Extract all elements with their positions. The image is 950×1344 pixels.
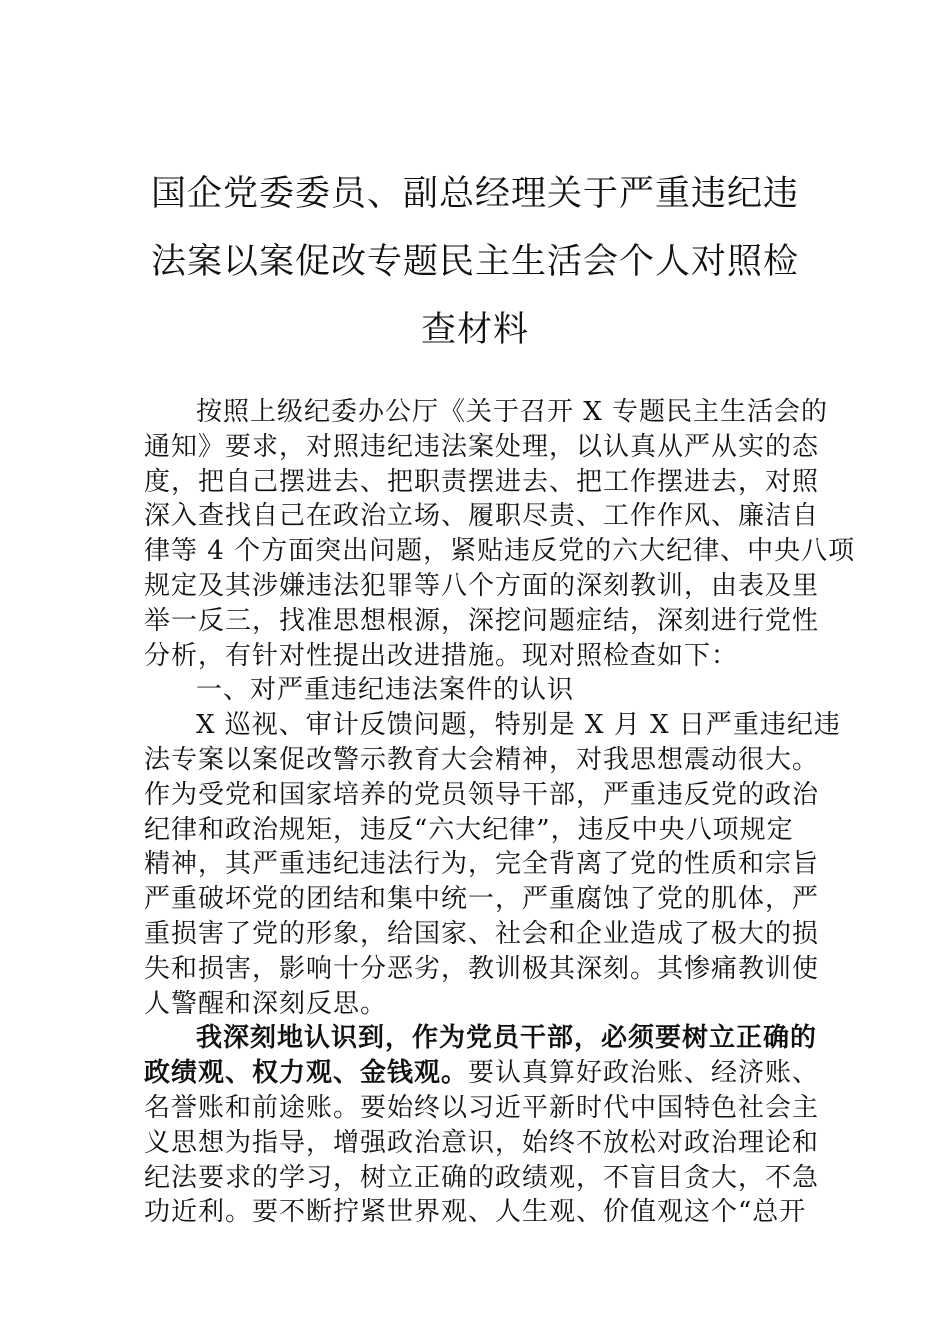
text-line: 义思想为指导，增强政治意识，始终不放松对政治理论和 <box>144 1127 820 1158</box>
text-line: 通知》要求，对照违纪违法案处理，以认真从严从实的态 <box>144 431 820 462</box>
text-line: 律等 4 个方面突出问题，紧贴违反党的六大纪律、中央八项 <box>144 536 856 567</box>
text-line: 法专案以案促改警示教育大会精神，对我思想震动很大。 <box>144 744 820 775</box>
text-line: 名誉账和前途账。要始终以习近平新时代中国特色社会主 <box>144 1092 820 1123</box>
paragraph-case-awareness <box>144 708 841 1021</box>
text-line: 举一反三，找准思想根源，深挖问题症结，深刻进行党性 <box>144 605 820 636</box>
paragraph-intro <box>144 395 856 673</box>
text-line <box>144 1056 820 1091</box>
text-line: 纪法要求的学习，树立正确的政绩观，不盲目贪大，不急 <box>144 1162 820 1193</box>
bold-text-line: 我深刻地认识到，作为党员干部，必须要树立正确的 <box>196 1023 818 1054</box>
document-title <box>130 160 820 364</box>
bold-phrase: 政绩观、权力观、金钱观。 <box>144 1058 469 1089</box>
text-line: X 巡视、审计反馈问题，特别是 X 月 X 日严重违纪违 <box>196 710 841 741</box>
text-line: 深入查找自己在政治立场、履职尽责、工作作风、廉洁自 <box>144 501 820 532</box>
text-line: 人警醒和深刻反思。 <box>144 988 388 1019</box>
text-line: 规定及其涉嫌违法犯罪等八个方面的深刻教训，由表及里 <box>144 570 820 601</box>
text-line: 精神，其严重违纪违法行为，完全背离了党的性质和宗旨 <box>144 849 820 880</box>
title-line: 国企党委委员、副总经理关于严重违纪违 <box>150 174 799 214</box>
section-heading: 一、对严重违纪违法案件的认识 <box>196 675 575 706</box>
document-body <box>144 395 856 1230</box>
text-line: 功近利。要不断拧紧世界观、人生观、价值观这个“总开 <box>144 1197 807 1228</box>
title-line: 查材料 <box>420 310 529 350</box>
text-line: 分析，有针对性提出改进措施。现对照检查如下： <box>144 640 739 671</box>
title-line: 法案以案促改专题民主生活会个人对照检 <box>150 242 799 282</box>
text-line: 重损害了党的形象，给国家、社会和企业造成了极大的损 <box>144 918 820 949</box>
text-line: 严重破坏党的团结和集中统一，严重腐蚀了党的肌体，严 <box>144 884 820 915</box>
text-line: 度，把自己摆进去、把职责摆进去、把工作摆进去，对照 <box>144 466 820 497</box>
text-line: 失和损害，影响十分恶劣，教训极其深刻。其惨痛教训使 <box>144 953 820 984</box>
text-line: 作为受党和国家培养的党员领导干部，严重违反党的政治 <box>144 779 820 810</box>
text-line: 纪律和政治规矩，违反“六大纪律”，违反中央八项规定 <box>144 814 794 845</box>
text-phrase: 要认真算好政治账、经济账、 <box>468 1058 820 1089</box>
text-line: 按照上级纪委办公厅《关于召开 X 专题民主生活会的 <box>196 397 829 427</box>
paragraph-recognition <box>144 1021 820 1230</box>
